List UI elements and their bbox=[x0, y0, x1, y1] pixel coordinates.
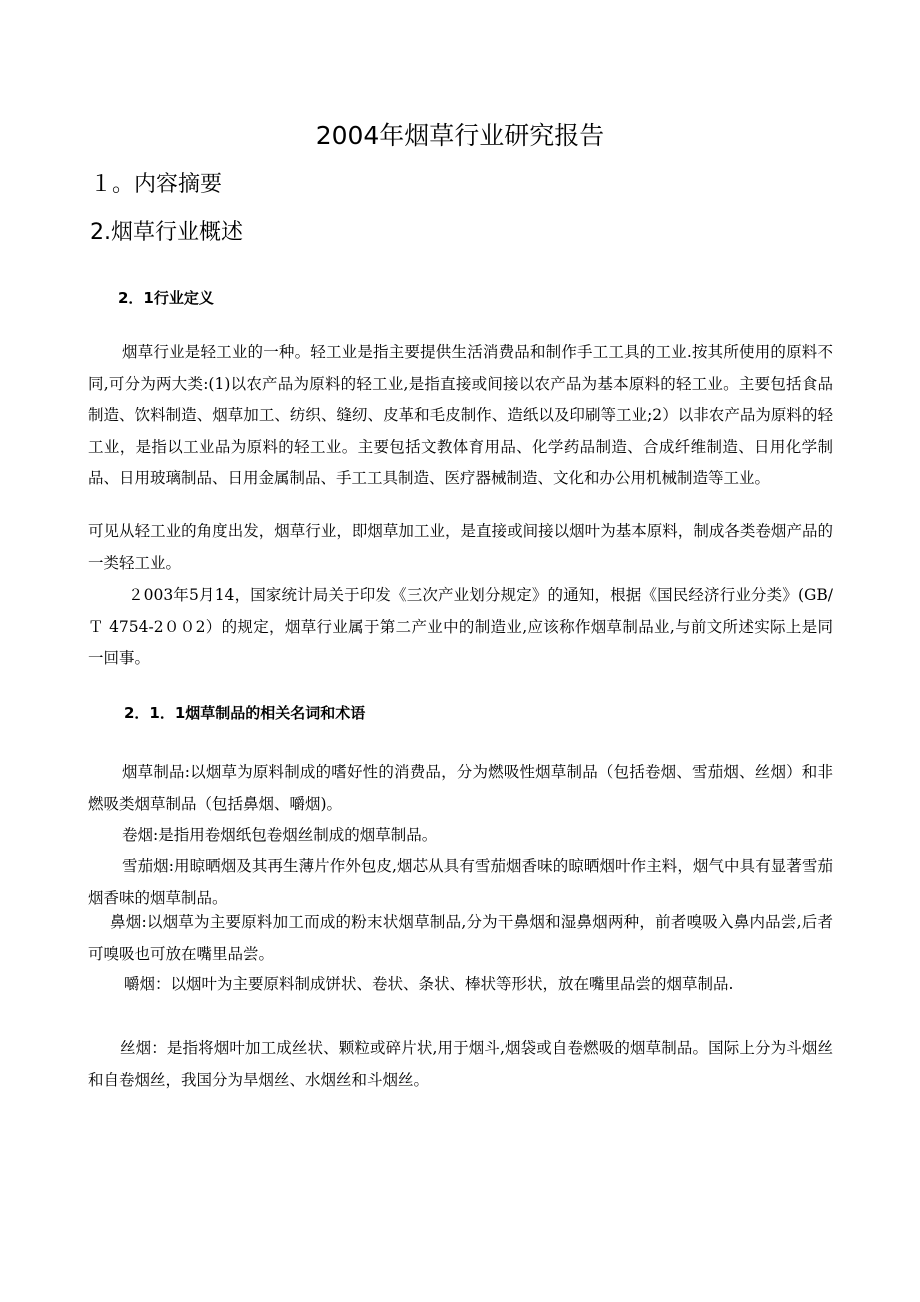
term-tobacco-products: 烟草制品:以烟草为原料制成的嗜好性的消费品，分为燃吸性烟草制品（包括卷烟、雪茄烟、丝烟）和非燃吸类烟草制品（包括鼻烟、嚼烟)。 bbox=[88, 763, 833, 813]
term-chewing-tobacco: 嚼烟：以烟叶为主要原料制成饼状、卷状、条状、棒状等形状，放在嘴里品尝的烟草制品. bbox=[124, 975, 734, 993]
paragraph-classification: ２003年5月14，国家统计局关于印发《三次产业划分规定》的通知，根据《国民经济行业分类》(GB/Ｔ 4754-2００2）的规定，烟草行业属于第二产业中的制造业,应该称作烟草制品业,与前文所述实际上是同一回事。 bbox=[88, 586, 833, 667]
section-heading-summary: １。内容摘要 bbox=[90, 172, 223, 197]
subsection-heading-terms: 2．1．1烟草制品的相关名词和术语 bbox=[124, 704, 366, 722]
document-title: 2004年烟草行业研究报告 bbox=[315, 121, 605, 150]
paragraph-light-industry: 烟草行业是轻工业的一种。轻工业是指主要提供生活消费品和制作手工工具的工业.按其所使用的原料不同,可分为两大类:(1)以农产品为原料的轻工业,是指直接或间接以农产品为基本原料的轻工业。主要包括食品制造、饮料制造、烟草加工、纺织、缝纫、皮革和毛皮制作、造纸以及印刷等工业;2）以非农产品为原料的轻工业，是指以工业品为原料的轻工业。主要包括文教体育用品、化学药品制造、合成纤维制造、日用化学制品、日用玻璃制品、日用金属制品、手工工具制造、医疗器械制造、文化和办公用机械制造等工业。 bbox=[88, 343, 833, 487]
paragraph-tobacco-definition: 可见从轻工业的角度出发，烟草行业，即烟草加工业，是直接或间接以烟叶为基本原料，制成各类卷烟产品的一类轻工业。 bbox=[88, 522, 833, 572]
term-cut-tobacco: 丝烟：是指将烟叶加工成丝状、颗粒或碎片状,用于烟斗,烟袋或自卷燃吸的烟草制品。国际上分为斗烟丝和自卷烟丝，我国分为旱烟丝、水烟丝和斗烟丝。 bbox=[88, 1039, 833, 1089]
section-heading-overview: 2.烟草行业概述 bbox=[90, 220, 243, 245]
subsection-heading-definition: 2．1行业定义 bbox=[118, 289, 214, 307]
term-cigar: 雪茄烟:用晾晒烟及其再生薄片作外包皮,烟芯从具有雪茄烟香味的晾晒烟叶作主料，烟气中具有显著雪茄烟香味的烟草制品。 bbox=[88, 857, 833, 907]
term-cigarette: 卷烟:是指用卷烟纸包卷烟丝制成的烟草制品。 bbox=[122, 826, 438, 844]
term-snuff: 鼻烟:以烟草为主要原料加工而成的粉末状烟草制品,分为干鼻烟和湿鼻烟两种，前者嗅吸入鼻内品尝,后者可嗅吸也可放在嘴里品尝。 bbox=[88, 913, 833, 963]
